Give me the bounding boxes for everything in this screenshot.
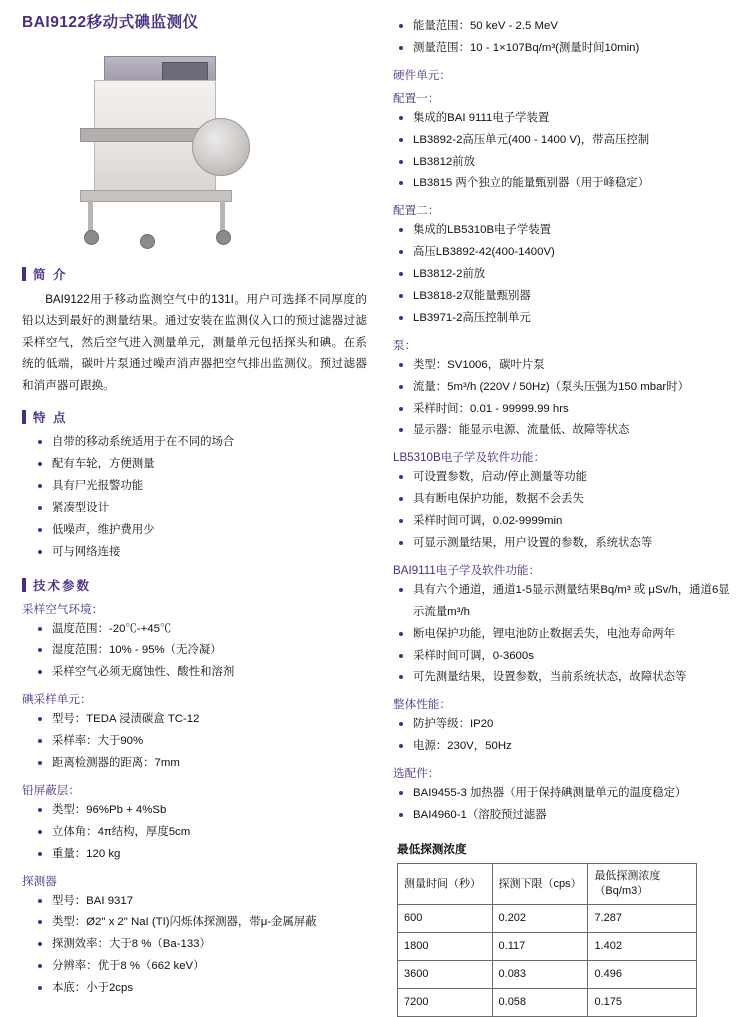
- section-accent-bar: [22, 578, 26, 592]
- list-item: 分辨率：优于8 %（662 keV）: [36, 956, 367, 978]
- list-item: LB3971-2高压控制单元: [397, 308, 731, 330]
- list-item: 本底：小于2cps: [36, 978, 367, 1000]
- list-item: 采样时间可调，0.02-9999min: [397, 511, 731, 533]
- list-item: 高压LB3892-42(400-1400V): [397, 242, 731, 264]
- list-item: 型号：BAI 9317: [36, 891, 367, 913]
- intro-paragraph: BAI9122用于移动监测空气中的131I。用户可选择不同厚度的铅以达到最好的测量结果。通过安装在监测仪入口的预过滤器过滤采样空气，然后空气进入测量单元，测量单元包括探头和碘。在系统的低端，碳叶片泵通过噪声消声器把空气排出监测仪。预过滤器和消声器可跟换。: [22, 293, 367, 392]
- list-item: 电源：230V，50Hz: [397, 736, 731, 758]
- photo-base: [80, 190, 232, 202]
- list-item: 集成的BAI 9111电子学装置: [397, 108, 731, 130]
- list-item: 配有车轮，方便测量: [36, 454, 367, 476]
- list-item: 探测效率：大于8 %（Ba-133）: [36, 934, 367, 956]
- spec-group-list: [22, 800, 367, 866]
- list-item: 具有六个通道，通道1-5显示测量结果Bq/m³ 或 μSv/h，通道6显示流量m³/h: [397, 580, 731, 624]
- list-item: 具有断电保护功能，数据不会丢失: [397, 489, 731, 511]
- list-item: 可先测量结果，设置参数，当前系统状态，故障状态等: [397, 667, 731, 689]
- options-list: [383, 783, 731, 827]
- pump-list: [383, 355, 731, 443]
- spec-group-heading: 采样空气环境：: [22, 602, 104, 616]
- section-accent-bar: [22, 267, 26, 281]
- list-item: 可设置参数，启动/停止测量等功能: [397, 467, 731, 489]
- cell-time: 1800: [398, 932, 493, 960]
- config1-list: [383, 108, 731, 196]
- list-item: BAI4960-1（溶胶预过滤器: [397, 805, 731, 827]
- cell-cps: 0.083: [492, 960, 588, 988]
- table-title: 最低探测浓度: [397, 842, 467, 856]
- photo-floor: [44, 193, 294, 253]
- column-header: 测量时间（秒）: [398, 863, 493, 904]
- product-photo: [44, 38, 294, 253]
- list-item: 立体角：4π结构，厚度5cm: [36, 822, 367, 844]
- list-item: 能量范围：50 keV - 2.5 MeV: [397, 16, 731, 38]
- cell-cps: 0.202: [492, 904, 588, 932]
- group-heading-overall: 整体性能：: [393, 698, 451, 712]
- list-item: 显示器：能显示电源、流量低、故障等状态: [397, 420, 731, 442]
- list-item: 类型：Ø2" x 2" NaI (TI)闪烁体探测器，带μ-金属屏蔽: [36, 912, 367, 934]
- cell-mdc: 0.496: [588, 960, 697, 988]
- group-heading-options: 选配件：: [393, 767, 440, 781]
- cell-cps: 0.058: [492, 988, 588, 1016]
- list-item: LB3812前放: [397, 152, 731, 174]
- list-item: 具有尸光报警功能: [36, 476, 367, 498]
- cell-mdc: 0.175: [588, 988, 697, 1016]
- section-title: 技术参数: [33, 578, 92, 593]
- group-heading-hardware: 硬件单元：: [393, 68, 451, 82]
- detection-limit-table: [397, 863, 697, 1017]
- spec-group-heading: 探测器: [22, 874, 57, 888]
- list-item: 紧凑型设计: [36, 498, 367, 520]
- bai9111-list: [383, 580, 731, 689]
- config2-list: [383, 220, 731, 329]
- cell-mdc: 7.287: [588, 904, 697, 932]
- list-item: 集成的LB5310B电子学装置: [397, 220, 731, 242]
- list-item: LB3892-2高压单元(400 - 1400 V)，带高压控制: [397, 130, 731, 152]
- photo-caster: [84, 230, 99, 245]
- table-row: [398, 960, 697, 988]
- photo-detector-drum: [192, 118, 250, 176]
- section-title: 简 介: [33, 268, 68, 282]
- spec-group-heading: 铅屏蔽层：: [22, 783, 80, 797]
- table-row: [398, 932, 697, 960]
- column-header: 探测下限（cps）: [492, 863, 588, 904]
- list-item: 测量范围：10 - 1×107Bq/m³(测量时间10min): [397, 38, 731, 60]
- list-item: 断电保护功能，锂电池防止数据丢失，电池寿命两年: [397, 624, 731, 646]
- group-heading-lb5310b: LB5310B电子学及软件功能：: [393, 451, 546, 465]
- list-item: 采样率：大于90%: [36, 731, 367, 753]
- list-item: LB3812-2前放: [397, 264, 731, 286]
- list-item: 类型：96%Pb + 4%Sb: [36, 800, 367, 822]
- list-item: 温度范围：-20℃-+45℃: [36, 619, 367, 641]
- list-item: 型号：TEDA 浸渍碳盒 TC-12: [36, 709, 367, 731]
- list-item: 可显示测量结果，用户设置的参数，系统状态等: [397, 533, 731, 555]
- list-item: 自带的移动系统适用于在不同的场合: [36, 432, 367, 454]
- group-heading-pump: 泵：: [393, 338, 417, 352]
- spec-group-list: [22, 709, 367, 775]
- list-item: 距离检测器的距离：7mm: [36, 753, 367, 775]
- group-heading-config2: 配置二：: [393, 204, 440, 218]
- spec-group-heading: 碘采样单元：: [22, 693, 92, 707]
- section-header-intro: [22, 265, 367, 283]
- table-row: [398, 988, 697, 1016]
- page-title: BAI9122移动式碘监测仪: [22, 14, 199, 31]
- spec-group-list: [22, 891, 367, 1000]
- table-header-row: [398, 863, 697, 904]
- list-item: BAI9455-3 加热器（用于保持碘测量单元的温度稳定）: [397, 783, 731, 805]
- photo-caster: [216, 230, 231, 245]
- list-item: 类型：SV1006，碳叶片泵: [397, 355, 731, 377]
- list-item: 重量：120 kg: [36, 844, 367, 866]
- features-list: [22, 432, 367, 563]
- cell-cps: 0.117: [492, 932, 588, 960]
- lb5310b-list: [383, 467, 731, 555]
- photo-leg: [88, 200, 93, 234]
- section-header-features: [22, 408, 367, 426]
- list-item: 低噪声，维护费用少: [36, 520, 367, 542]
- list-item: 可与网络连接: [36, 542, 367, 564]
- list-item: LB3818-2双能量甄别器: [397, 286, 731, 308]
- list-item: 流量：5m³/h (220V / 50Hz)（泵头压强为150 mbar时）: [397, 377, 731, 399]
- cell-time: 3600: [398, 960, 493, 988]
- cell-mdc: 1.402: [588, 932, 697, 960]
- column-header: 最低探测浓度（Bq/m3）: [588, 863, 697, 904]
- left-column: [22, 10, 367, 995]
- group-heading-config1: 配置一：: [393, 91, 440, 105]
- cell-time: 600: [398, 904, 493, 932]
- section-accent-bar: [22, 410, 26, 424]
- overall-list: [383, 714, 731, 758]
- list-item: 防护等级：IP20: [397, 714, 731, 736]
- section-title: 特 点: [33, 411, 68, 426]
- section-header-specs: [22, 576, 367, 594]
- list-item: 采样时间可调，0-3600s: [397, 646, 731, 668]
- cell-time: 7200: [398, 988, 493, 1016]
- list-item: 湿度范围：10% - 95%（无冷凝）: [36, 640, 367, 662]
- group-heading-bai9111: BAI9111电子学及软件功能：: [393, 563, 541, 577]
- right-top-list: [383, 16, 731, 60]
- photo-leg: [220, 200, 225, 234]
- spec-group-list: [22, 619, 367, 685]
- list-item: 采样时间：0.01 - 99999.99 hrs: [397, 399, 731, 421]
- right-column: [383, 10, 731, 1009]
- table-row: [398, 904, 697, 932]
- list-item: LB3815 两个独立的能量甄别器（用于峰稳定）: [397, 173, 731, 195]
- photo-caster: [140, 234, 155, 249]
- list-item: 采样空气必须无腐蚀性、酸性和溶剂: [36, 662, 367, 684]
